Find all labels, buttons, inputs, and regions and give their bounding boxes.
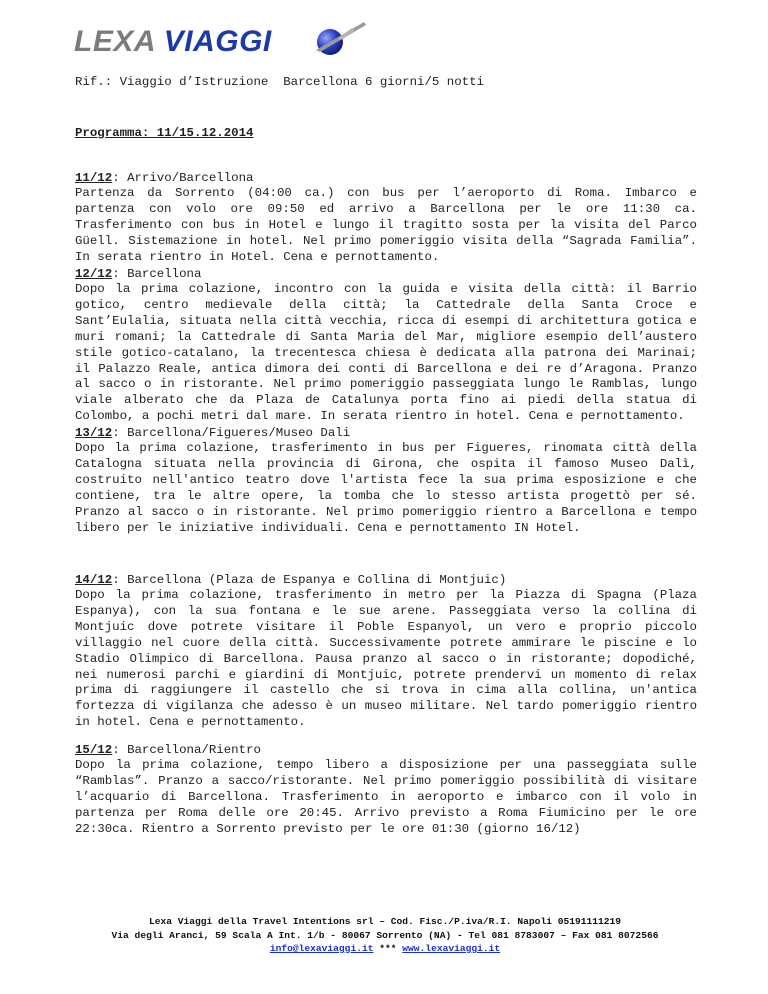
day-section [75,425,697,536]
day-date: 14/12 [75,573,113,587]
footer-website-link[interactable]: www.lexaviaggi.it [402,943,501,954]
day-section [75,266,697,425]
day-date: 15/12 [75,743,113,757]
day-heading: 11/12: Arrivo/Barcellona [75,171,254,185]
company-logo [74,22,374,62]
day-section [75,742,697,838]
day-description: Dopo la prima colazione, trasferimento in metro per la Piazza di Spagna (Plaza Espanya), con la sua fontana e le sue arene. Passeggiata verso la collina di Montjuic dove potrete visitare il Poble Espanyol, un vero e proprio piccolo villaggio nel cuore della città. Successivamente potrete ammirare le piscine e lo Stadio Olimpico di Barcellona. Pausa pranzo al sacco o in ristorante; dopodiché, nei numerosi parchi e giardini di Montjuic, potrete prendervi un momento di relax prima di raggiungere il castello che si trova in cima alla collina, un'antica fortezza di vigilanza che adesso è un museo militare. Nel tardo pomeriggio rientro in hotel. Cena e pernottamento. [75,588,697,730]
day-title: Arrivo/Barcellona [127,171,254,185]
day-heading: 14/12: Barcellona (Plaza de Espanya e Collina di Montjuic) [75,573,507,587]
plane-globe-icon [308,16,368,60]
day-date: 11/12 [75,171,113,185]
day-section [75,572,697,731]
day-description: Dopo la prima colazione, tempo libero a disposizione per una passeggiata sulle “Ramblas”. Pranzo a sacco/ristorante. Nel primo pomeriggio possibilità di visitare l’acquario di Barcellona. Trasferimento in aeroporto e imbarco con il volo in partenza per Roma delle ore 20:45. Arrivo previsto a Roma Fiumicino per le ore 22:30ca. Rientro a Sorrento previsto per le ore 01:30 (giorno 16/12) [75,758,697,836]
day-heading: 12/12: Barcellona [75,267,202,281]
day-title: Barcellona (Plaza de Espanya e Collina di Montjuic) [127,573,507,587]
day-date: 12/12 [75,267,113,281]
logo-viaggi: VIAGGI [163,25,272,58]
day-date: 13/12 [75,426,113,440]
trip-reference: Rif.: Viaggio d’Istruzione Barcellona 6 giorni/5 notti [75,75,484,89]
footer-contacts-line [74,942,696,956]
day-title: Barcellona/Figueres/Museo Dali [127,426,351,440]
day-title: Barcellona/Rientro [127,743,261,757]
day-description: Dopo la prima colazione, incontro con la guida e visita della città: il Barrio gotico, centro medievale della città; la Cattedrale della Santa Croce e Sant’Eulalia, situata nella città vecchia, ricca di esempi di architettura gotica e muri romani; la Cattedrale di Santa Maria del Mar, migliore esempio dell’austero stile gotico-catalano, la trecentesca chiesa è dedicata alla patrona dei Marinai; il Palazzo Reale, antica dimora dei conti di Barcellona e dei re d’Aragona. Pranzo al sacco o in ristorante. Nel primo pomeriggio passeggiata lungo le Ramblas, lungo viale alberato che da Plaza de Catalunya porta fino ai piedi della statua di Colombo, a pochi metri dal mare. In serata rientro in hotel. Cena e pernottamento. [75,282,697,424]
day-heading: 15/12: Barcellona/Rientro [75,743,261,757]
day-description: Partenza da Sorrento (04:00 ca.) con bus per l’aeroporto di Roma. Imbarco e partenza con volo ore 09:50 ed arrivo a Barcellona per le ore 11:30 ca. Trasferimento con bus in Hotel e lungo il tragitto sosta per la visita del Parco Güell. Sistemazione in hotel. Nel primo pomeriggio visita della “Sagrada Familia”. In serata rientro in Hotel. Cena e pernottamento. [75,186,697,264]
day-heading: 13/12: Barcellona/Figueres/Museo Dali [75,426,351,440]
footer-address-line: Via degli Aranci, 59 Scala A Int. 1/b - 80067 Sorrento (NA) - Tel 081 8783007 – Fax 081 8072566 [111,929,659,941]
day-section [75,170,697,266]
footer-separator: *** [373,943,403,954]
footer-email-link[interactable]: info@lexaviaggi.it [269,943,374,954]
logo-lexa: LEXA [74,25,155,58]
day-description: Dopo la prima colazione, trasferimento in bus per Figueres, rinomata città della Catalogna situata nella provincia di Girona, che ospita il famoso Museo Dalì, costruito nell'antico teatro dove l'artista fece la sua prima esposizione e che contiene, tra le altre opere, la tomba che lo stesso artista progettò per sé. Pranzo al sacco o in ristorante. Nel primo pomeriggio rientro a Barcellona e tempo libero per le iniziative individuali. Cena e pernottamento IN Hotel. [75,441,697,535]
company-footer [74,915,696,956]
program-title: Programma: 11/15.12.2014 [75,126,254,140]
day-title: Barcellona [127,267,202,281]
footer-company-line: Lexa Viaggi della Travel Intentions srl – Cod. Fisc./P.iva/R.I. Napoli 05191111219 [148,916,622,927]
logo-text [74,22,272,62]
